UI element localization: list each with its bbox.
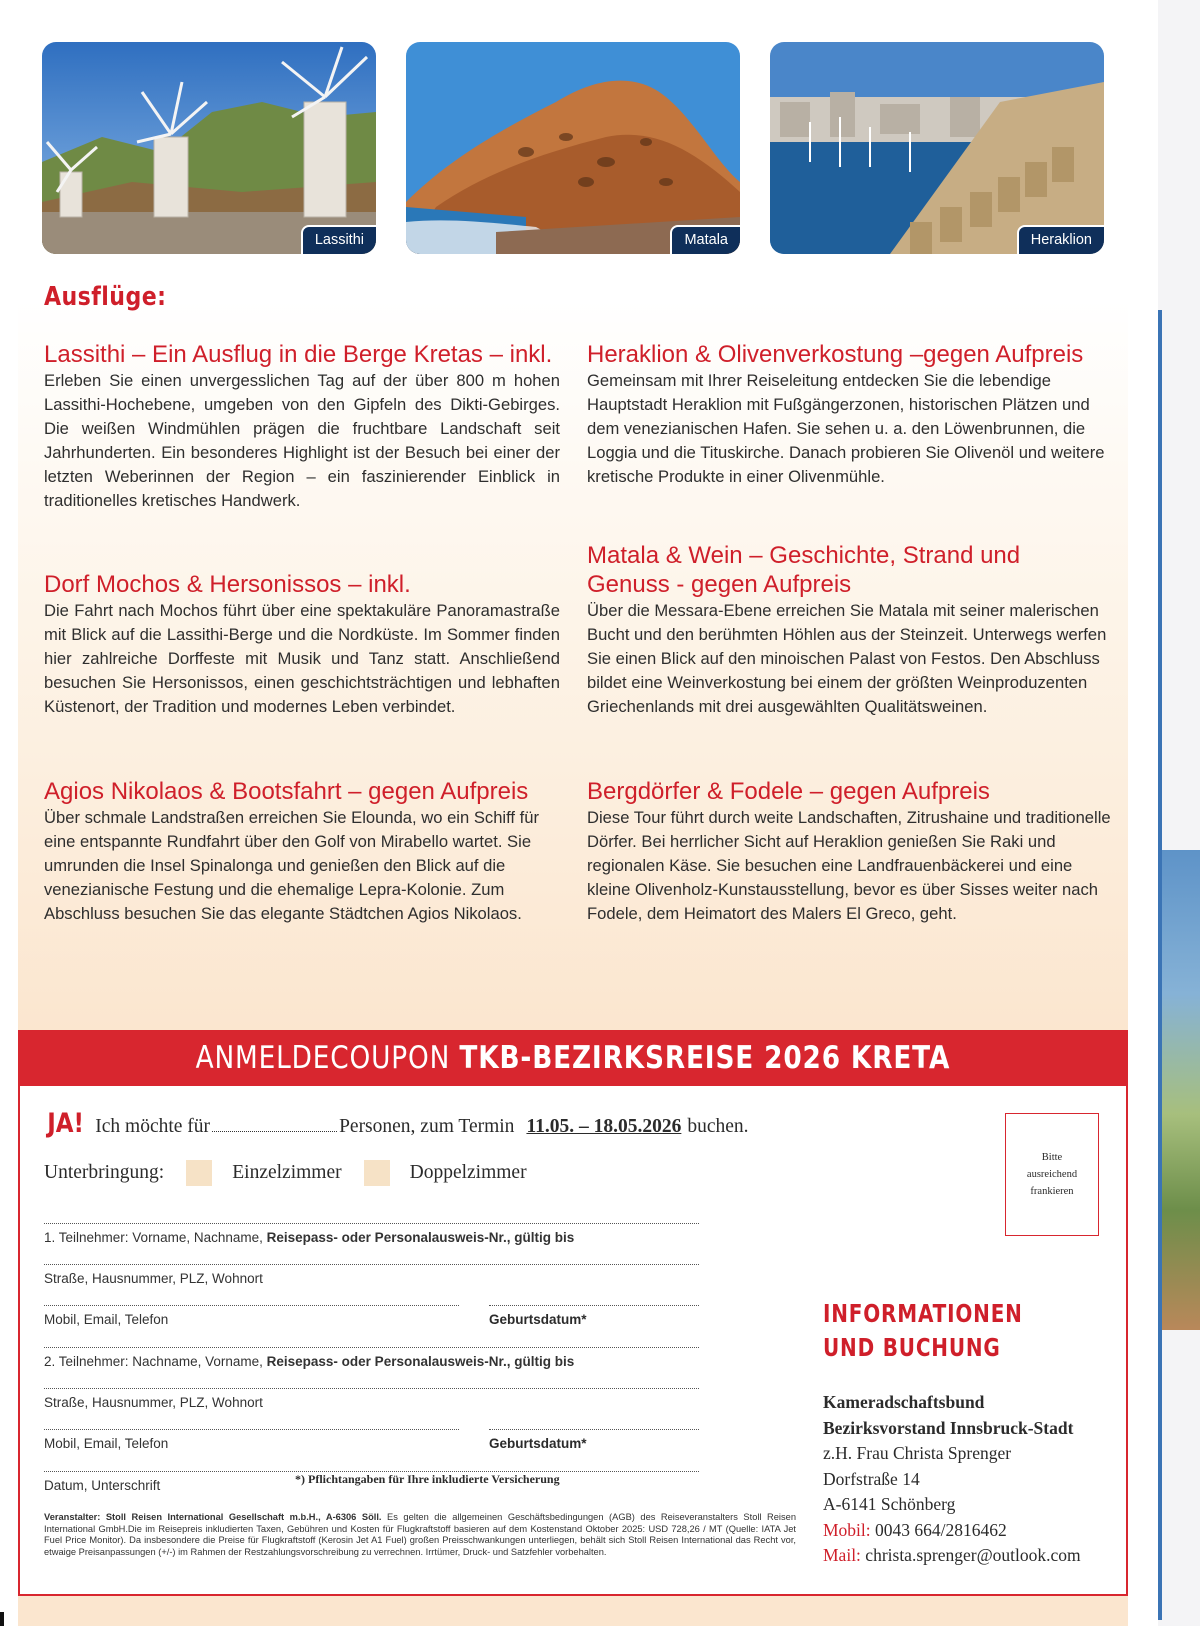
stamp-text: frankieren: [1030, 1186, 1074, 1197]
excursion-text: Über schmale Landstraßen erreichen Sie Elounda, wo ein Schiff für eine entspannte Rundfahrt über den Golf von Mirabello wartet. Sie umrunden die Insel Spinalonga und genießen den Blick auf die venezianische Festung und die ehemalige Lepra-Kolonie. Zum Abschluss besuchen Sie das elegante Städtchen Agios Nikolaos.: [44, 808, 540, 923]
excursion-agios: [44, 777, 560, 926]
organizer-name: Veranstalter: Stoll Reisen International Gesellschaft m.b.H., A-6306 Söll.: [44, 1512, 382, 1522]
excursion-text: Erleben Sie einen unvergesslichen Tag auf der über 800 m hohen Lassithi-Hochebene, umgeben von den Gipfeln des Dikti-Gebirges. Die weißen Windmühlen prägen die fruchtbare Landschaft seit Jahrhunderten. Ein besonderes Highlight ist der Besuch bei einer der letzten Weberinnen der Region – ein faszinierender Einblick in traditionelles kretisches Handwerk.: [44, 371, 560, 510]
participant1-name-field[interactable]: [44, 1223, 699, 1245]
excursion-title: Dorf Mochos & Hersonissos – inkl.: [44, 571, 411, 598]
stamp-text: ausreichend: [1026, 1169, 1078, 1180]
participant1-passport-label: Reisepass- oder Personalausweis-Nr., gültig bis: [266, 1230, 575, 1245]
accommodation-label: Unterbringung:: [44, 1162, 165, 1183]
excursion-title: Agios Nikolaos & Bootsfahrt – gegen Aufpreis: [44, 778, 529, 805]
double-room-checkbox[interactable]: [364, 1160, 390, 1186]
organization-division: Bezirksvorstand Innsbruck-Stadt: [823, 1417, 1074, 1438]
email-link[interactable]: christa.sprenger@outlook.com: [865, 1545, 1081, 1565]
city-address: A-6141 Schönberg: [823, 1494, 956, 1514]
organization-name: Kameradschaftsbund: [823, 1392, 985, 1412]
stamp-box: [1005, 1113, 1099, 1236]
insurance-footnote: *) Pflichtangaben für Ihre inkludierte Versicherung: [295, 1472, 560, 1486]
single-room-checkbox[interactable]: [186, 1160, 212, 1186]
excursion-text: Die Fahrt nach Mochos führt über eine spektakuläre Panoramastraße mit Blick auf die Lassithi-Berge und die Nordküste. Im Sommer finden hier zahlreiche Dorffeste mit Musik und Tanz statt. Anschließend besuchen Sie Hersonissos, einen geschichtsträchtigen und lebhaften Küstenort, der Tradition und modernes Leben verbindet.: [44, 601, 560, 716]
adjacent-page-photo: [1162, 850, 1200, 1330]
excursion-lassithi: [44, 340, 560, 513]
booking-line: [44, 1108, 749, 1139]
participant2-birthdate-field[interactable]: [489, 1429, 699, 1451]
participant2-contact-field[interactable]: [44, 1429, 459, 1451]
participant2-address-field[interactable]: [44, 1388, 699, 1410]
photo-heraklion: [770, 42, 1104, 254]
photo-caption-matala: Matala: [670, 225, 740, 254]
excursion-heraklion: [587, 340, 1117, 489]
ja-label: JA!: [47, 1108, 85, 1139]
stamp-text: Bitte: [1041, 1152, 1063, 1163]
booking-text-3: buchen.: [687, 1116, 749, 1137]
participant1-birthdate-field[interactable]: [489, 1305, 699, 1327]
birthdate-label: Geburtsdatum*: [489, 1312, 587, 1327]
contact-label: Mobil, Email, Telefon: [44, 1312, 169, 1327]
coupon-banner-light: ANMELDECOUPON: [195, 1040, 451, 1076]
participant1-name-label: 1. Teilnehmer: Vorname, Nachname,: [44, 1230, 263, 1245]
photo-matala: [406, 42, 740, 254]
address-label: Straße, Hausnummer, PLZ, Wohnort: [44, 1271, 263, 1286]
date-signature-label: Datum, Unterschrift: [44, 1478, 161, 1493]
excursion-matala: [587, 541, 1107, 719]
contact-info: [823, 1390, 1081, 1569]
corner-mark: [0, 1612, 4, 1626]
coupon-banner-bold: TKB-BEZIRKSREISE 2026 KRETA: [459, 1040, 951, 1076]
excursion-mochos: [44, 570, 560, 719]
double-room-label: Doppelzimmer: [409, 1162, 527, 1183]
participant2-passport-label: Reisepass- oder Personalausweis-Nr., gültig bis: [266, 1354, 575, 1369]
excursion-text: Diese Tour führt durch weite Landschaften, Zitrushaine und traditionelle Dörfer. Bei herrlicher Sicht auf Heraklion genießen Sie Raki und regionalen Käse. Sie besuchen eine Landfrauenbäckerei und eine kleine Olivenholz-Kunstausstellung, bevor es über Sisses weiter nach Fodele, dem Heimatort des Malers El Greco, geht.: [587, 808, 1111, 923]
excursion-title: Lassithi – Ein Ausflug in die Berge Kretas – inkl.: [44, 341, 553, 368]
travel-dates: 11.05. – 18.05.2026: [526, 1116, 682, 1137]
contact-label: Mobil, Email, Telefon: [44, 1436, 169, 1451]
excursion-title: Matala & Wein – Geschichte, Strand und Genuss - gegen Aufpreis: [587, 542, 1021, 598]
birthdate-label: Geburtsdatum*: [489, 1436, 587, 1451]
legal-notice: [44, 1512, 796, 1558]
participant2-name-label: 2. Teilnehmer: Nachname, Vorname,: [44, 1354, 263, 1369]
participant2-name-field[interactable]: [44, 1347, 699, 1369]
info-title-line1: INFORMATIONEN: [823, 1299, 1023, 1328]
excursion-title: Heraklion & Olivenverkostung –gegen Aufpreis: [587, 341, 1084, 368]
mobile-number[interactable]: 0043 664/2816462: [875, 1519, 1007, 1540]
info-title-line2: UND BUCHUNG: [823, 1333, 1001, 1362]
photo-caption-heraklion: Heraklion: [1017, 225, 1104, 254]
contact-person: z.H. Frau Christa Sprenger: [823, 1443, 1012, 1463]
participant1-contact-field[interactable]: [44, 1305, 459, 1327]
single-room-label: Einzelzimmer: [232, 1162, 342, 1183]
mail-label: Mail:: [823, 1545, 861, 1565]
section-heading: Ausflüge:: [44, 282, 167, 312]
coupon-banner: [18, 1030, 1128, 1086]
mobile-label: Mobil:: [823, 1519, 871, 1540]
excursion-title: Bergdörfer & Fodele – gegen Aufpreis: [587, 778, 990, 805]
street-address: Dorfstraße 14: [823, 1468, 920, 1489]
info-title: [823, 1297, 1023, 1365]
address-label: Straße, Hausnummer, PLZ, Wohnort: [44, 1395, 263, 1410]
excursion-text: Über die Messara-Ebene erreichen Sie Matala mit seiner malerischen Bucht und den berühmten Höhlen aus der Steinzeit. Unterwegs werfen Sie einen Blick auf den minoischen Palast von Festos. Den Abschluss bildet eine Weinverkostung bei einem der größten Weinproduzenten Griechenlands mit drei ausgewählten Qualitätsweinen.: [587, 601, 1107, 716]
accommodation-row: [44, 1160, 527, 1186]
adjacent-page-edge: [1158, 0, 1200, 1626]
legal-text: Es gelten die allgemeinen Geschäftsbedingungen (AGB) des Reiseveranstalters Stoll Reisen International GmbH.Die im Reisepreis inkludierten Taxen, Gebühren und Kosten für Flugkraftstoff basieren auf dem Kostenstand Oktober 2025: USD 728,26 / MT (Quelle: IATA Jet Fuel Price Monitor). Da insbesondere die Preise für Flugkraftstoff (Kerosin Jet A1 Fuel) großen Preisschwankungen unterliegen, behält sich Stoll Reisen International das Recht vor, etwaige Preisanpassungen (+/-) im Rahmen der Restzahlungsvorschreibung zu verrechnen. Irrtümer, Druck- und Satzfehler vorbehalten.: [44, 1512, 796, 1557]
persons-input[interactable]: [212, 1118, 337, 1132]
excursion-bergdoerfer: [587, 777, 1117, 926]
participant1-address-field[interactable]: [44, 1264, 699, 1286]
photo-lassithi: [42, 42, 376, 254]
photo-caption-lassithi: Lassithi: [301, 225, 376, 254]
booking-text-2: Personen, zum Termin: [339, 1116, 515, 1137]
excursion-text: Gemeinsam mit Ihrer Reiseleitung entdecken Sie die lebendige Hauptstadt Heraklion mit Fußgängerzonen, historischen Plätzen und dem venezianischen Hafen. Sie sehen u. a. den Löwenbrunnen, die Loggia und die Tituskirche. Danach probieren Sie Olivenöl und weitere kretische Produkte in einer Olivenmühle.: [587, 371, 1105, 486]
booking-text-1: Ich möchte für: [95, 1116, 211, 1137]
